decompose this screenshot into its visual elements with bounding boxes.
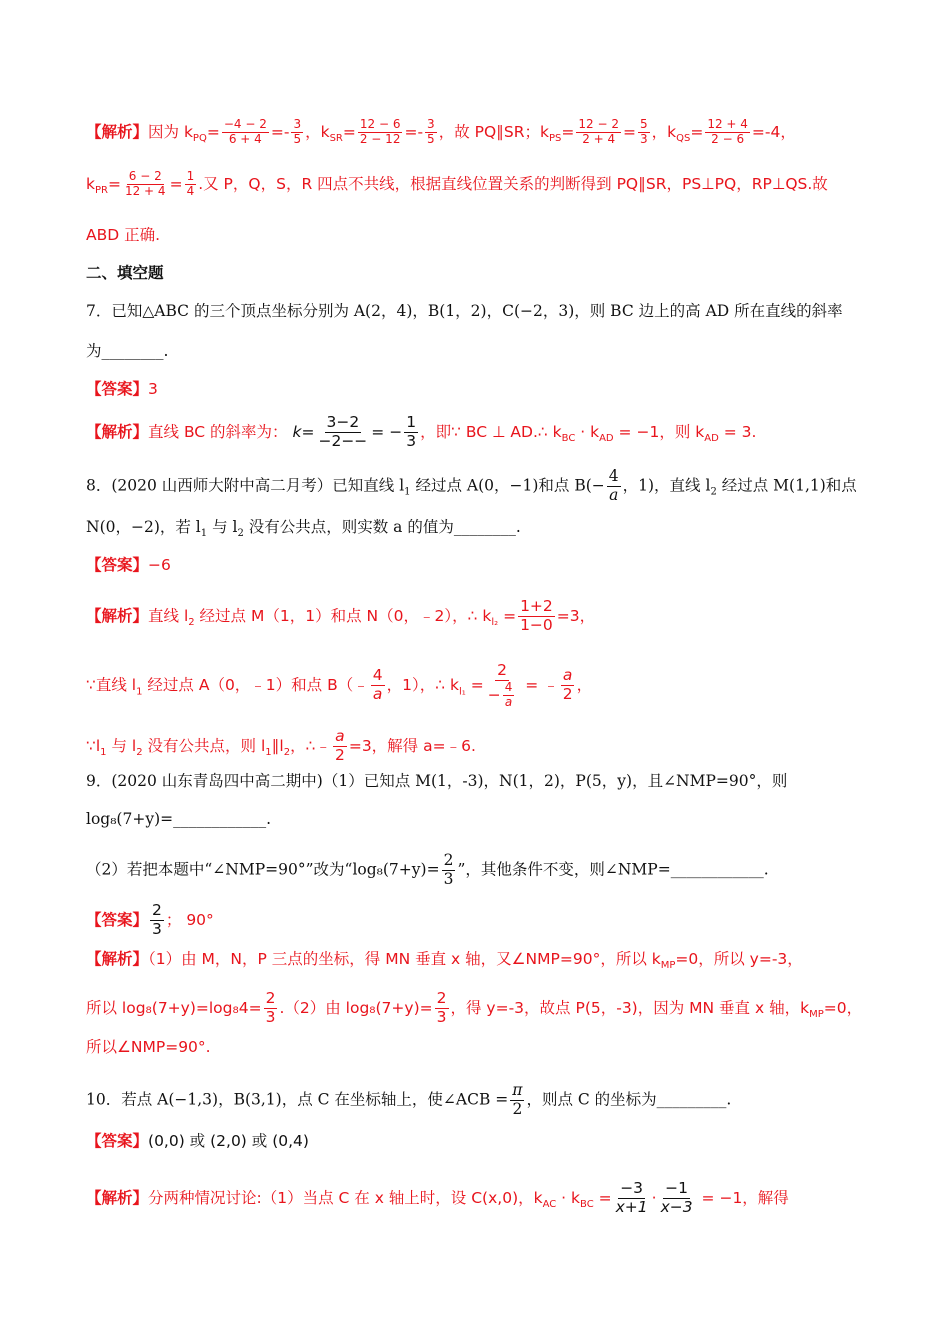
- text: 因为 k: [148, 122, 193, 141]
- subscript: PR: [94, 184, 108, 196]
- q7-text-2: 为________.: [86, 342, 169, 360]
- subscript: 1: [200, 528, 208, 540]
- text: N(0，−2)，若 l: [86, 518, 201, 536]
- text: 所以 log₈(7+y)=log₈4=: [86, 998, 262, 1017]
- denominator: 5: [427, 131, 435, 146]
- fraction: [576, 118, 621, 147]
- numerator: −1: [665, 1179, 689, 1197]
- subscript: MP: [660, 960, 676, 972]
- text: ； 90°: [165, 910, 214, 929]
- q9-analysis-3: 所以∠NMP=90°.: [86, 1038, 211, 1056]
- text: ，则点 C 的坐标为_________.: [526, 1090, 732, 1109]
- q7-text-1: 7．已知△ABC 的三个顶点坐标分别为 A(2，4)，B(1，2)，C(−2，3)，则 BC 边上的高 AD 所在直线的斜率: [86, 302, 843, 320]
- q8-analysis-1: [86, 598, 876, 635]
- text: = 3.: [718, 422, 757, 441]
- subscript: PQ: [192, 132, 207, 144]
- analysis-tag: 【解析】: [86, 950, 149, 968]
- text: （2）若把本题中“∠NMP=90°”改为“log₈(7+y)=: [86, 860, 440, 879]
- denominator: 6 + 4: [228, 131, 262, 146]
- analysis-tag: 【解析】: [86, 422, 149, 441]
- subscript: AD: [599, 432, 614, 444]
- numerator: 2: [443, 851, 454, 869]
- denominator: 3: [639, 131, 648, 146]
- text: ，1)，直线 l: [622, 476, 711, 495]
- denominator: 3: [406, 431, 417, 450]
- denominator: 3: [152, 919, 162, 938]
- analysis-tag: 【解析】: [86, 122, 149, 141]
- text: ，1），∴ k: [386, 676, 459, 695]
- answer-tag: 【答案】: [86, 910, 149, 929]
- q8-answer: [86, 554, 876, 576]
- numerator: a: [562, 666, 573, 685]
- fraction: [425, 118, 437, 147]
- text: =: [593, 1188, 612, 1207]
- text: 没有公共点，则实数 a 的值为________.: [243, 518, 521, 536]
- fraction: [371, 667, 385, 704]
- text: =: [465, 676, 484, 695]
- text: =: [169, 174, 183, 193]
- fraction: [638, 118, 650, 147]
- numerator: 4: [608, 467, 619, 485]
- denominator: 2: [512, 1099, 523, 1118]
- text: k: [86, 174, 95, 193]
- denominator: a: [504, 694, 513, 709]
- numerator: 12 + 4: [707, 117, 748, 131]
- subscript: QS: [676, 132, 691, 144]
- fraction: [358, 118, 403, 147]
- denominator: 3: [436, 1007, 447, 1026]
- subscript: 2: [710, 486, 717, 498]
- fraction: [486, 662, 519, 709]
- subscript: MP: [809, 1008, 824, 1020]
- text: 与 l: [207, 518, 238, 536]
- q8-analysis-2: [86, 662, 876, 709]
- q6-analysis-line-2: $k_{PR}=$ $\frac{6 - 2}{12 + 4}$ = $\frac{1}{4}$ .又 P，Q，S，R 四点不共线，根据直线位置关系的判断得到 PQ∥SR，PS⊥PQ，RP⊥QS.故: [86, 169, 828, 198]
- numerator: 6 − 2: [128, 169, 162, 183]
- analysis-tag: 【解析】: [86, 1188, 149, 1207]
- subscript: l₁: [459, 686, 466, 698]
- denominator: − $\frac{4}{a}$: [487, 679, 513, 709]
- fraction: [185, 170, 197, 199]
- text: =: [622, 122, 636, 141]
- text: ，即∵ BC ⊥ AD.∴ k: [420, 422, 562, 441]
- section-title: 二、填空题: [86, 264, 164, 282]
- denominator: 2 + 4: [582, 131, 616, 146]
- numerator: 12 − 6: [359, 117, 401, 131]
- fraction: [614, 1180, 650, 1217]
- fraction: [705, 118, 750, 147]
- numerator: 2: [152, 901, 162, 919]
- denominator: 3: [265, 1007, 276, 1026]
- q10-analysis-1: 【解析】分两种情况讨论:（1）当点 C 在 x 轴上时，设 C(x,0)，$k_{AC} \cdot k_{BC}$ = $\frac{-3}{x+1}$ · $\frac{-1}{x-3}$ = −1，解得: [86, 1179, 789, 1216]
- denominator: 5: [293, 131, 302, 146]
- fraction: [510, 1082, 524, 1119]
- text: ，k: [305, 122, 330, 141]
- text: 分两种情况讨论:（1）当点 C 在 x 轴上时，设 C(x,0)，k: [148, 1188, 543, 1207]
- text: = −: [371, 422, 403, 441]
- text: =-: [270, 122, 290, 141]
- q9-text-2: log₈(7+y)=____________.: [86, 810, 272, 828]
- fraction: [150, 902, 164, 939]
- text: · k: [556, 1188, 581, 1207]
- text: · k: [575, 422, 600, 441]
- text: =-4，: [751, 122, 796, 141]
- fraction: [561, 667, 575, 704]
- subscript: BC: [580, 1198, 594, 1210]
- text: ，得 y=-3，故点 P(5，-3)，因为 MN 垂直 x 轴，k: [450, 998, 810, 1017]
- fraction: [333, 728, 347, 765]
- numerator: 2: [497, 661, 507, 679]
- answer-tag: 【答案】: [86, 556, 149, 574]
- subscript: AC: [542, 1198, 557, 1210]
- numerator: 4: [504, 679, 513, 694]
- subscript: l₂: [491, 616, 499, 628]
- q8-text-2: [86, 516, 876, 545]
- fraction: [503, 681, 515, 710]
- text: .又 P，Q，S，R 四点不共线，根据直线位置关系的判断得到 PQ∥SR，PS⊥PQ，RP⊥QS.故: [198, 174, 828, 193]
- denominator: 2 − 6: [711, 131, 745, 146]
- text: = −1，解得: [696, 1188, 789, 1207]
- text: =0，: [823, 998, 863, 1017]
- q10-answer: [86, 1130, 876, 1152]
- text: 与 l: [106, 736, 137, 755]
- q8-analysis-3: [86, 728, 876, 765]
- numerator: −4 − 2: [223, 117, 267, 131]
- text: ，k: [651, 122, 677, 141]
- q10-text-1: [86, 1082, 876, 1119]
- formula: [292, 413, 421, 450]
- text: ∥l: [271, 736, 284, 755]
- numerator: 2: [436, 989, 447, 1007]
- fraction: [659, 1180, 695, 1217]
- text: ∵直线 l: [86, 676, 137, 695]
- text: ，故 PQ∥SR；k: [438, 122, 549, 141]
- text: 没有公共点，则 l: [142, 736, 266, 755]
- numerator: 5: [639, 117, 648, 131]
- denominator: a: [609, 485, 619, 504]
- subscript: PS: [549, 132, 562, 144]
- fraction: [404, 414, 418, 451]
- subscript: SR: [329, 132, 343, 144]
- answer-tag: 【答案】: [86, 1132, 149, 1150]
- text: ∵l: [86, 736, 101, 755]
- text: 经过点 M(1,1)和点: [716, 476, 857, 495]
- fraction: [264, 990, 278, 1027]
- text: 8．(2020 山西师大附中高二月考）已知直线 l: [86, 476, 405, 495]
- subscript: 1: [100, 746, 107, 758]
- text: k=: [292, 422, 315, 441]
- q9-analysis-2: [86, 990, 876, 1027]
- denominator: 3: [443, 869, 454, 888]
- text: =0，所以 y=-3，: [675, 950, 803, 968]
- answer-value: 3: [148, 380, 158, 398]
- q9-text-1: 9．(2020 山东青岛四中高二期中)（1）已知点 M(1，-3)，N(1，2)，P(5，y)，且∠NMP=90°，则: [86, 772, 788, 790]
- denominator: 12 + 4: [124, 183, 166, 198]
- fraction: [316, 414, 369, 451]
- q9-answer: [86, 902, 876, 939]
- subscript: 2: [136, 746, 143, 758]
- denominator: x+1: [615, 1197, 648, 1216]
- q7-answer: [86, 378, 876, 400]
- text: .（2）由 log₈(7+y)=: [279, 998, 433, 1017]
- q9-analysis-1: [86, 948, 876, 977]
- text: =: [498, 606, 517, 625]
- q7-analysis: [86, 414, 876, 451]
- fraction: [607, 468, 621, 505]
- answer-tag: 【答案】: [86, 380, 149, 398]
- denominator: 1−0: [520, 615, 553, 634]
- text: ，∴﹣: [290, 736, 331, 755]
- text: 直线 BC 的斜率为：: [148, 422, 288, 441]
- numerator: 3−2: [326, 413, 360, 431]
- denominator: 2: [334, 745, 345, 764]
- denominator: 2: [562, 685, 573, 704]
- answer-value: −6: [148, 556, 171, 574]
- subscript: 1: [136, 686, 143, 698]
- text: =3，: [556, 606, 596, 625]
- numerator: 1: [406, 413, 417, 431]
- text: 经过点 M（1，1）和点 N（0，﹣2），∴ k: [194, 606, 492, 625]
- q6-analysis-line-3: ABD 正确.: [86, 226, 161, 244]
- fraction: [518, 598, 555, 635]
- text: = ﹣: [520, 676, 559, 695]
- text: 经过点 A（0，﹣1）和点 B（﹣: [142, 676, 369, 695]
- numerator: 4: [372, 666, 383, 685]
- fraction: [442, 852, 456, 889]
- text: ，: [576, 676, 593, 695]
- fraction: [123, 170, 168, 199]
- fraction: [291, 118, 303, 147]
- numerator: a: [335, 727, 345, 745]
- q9-text-3: [86, 852, 876, 889]
- numerator: 3: [293, 117, 302, 131]
- numerator: π: [512, 1081, 523, 1099]
- numerator: 1: [186, 169, 195, 183]
- text: 经过点 A(0，−1)和点 B(−: [410, 476, 605, 495]
- text: = −1: [613, 422, 660, 441]
- subscript: 2: [188, 616, 195, 628]
- numerator: 3: [427, 117, 435, 131]
- subscript: 1: [404, 486, 411, 498]
- numerator: 12 − 2: [578, 117, 619, 131]
- text: ”，其他条件不变，则∠NMP=____________.: [457, 860, 769, 879]
- fraction: [435, 990, 449, 1027]
- analysis-tag: 【解析】: [86, 606, 149, 625]
- subscript: BC: [561, 432, 576, 444]
- numerator: 1+2: [520, 597, 553, 615]
- numerator: −3: [620, 1179, 644, 1197]
- q6-analysis-line-1: 【解析】因为 $k_{PQ}=$ $\frac{-4 - 2}{6 + 4}$ =- $\frac{3}{5}$ ，$k_{SR}=$ $\frac{12 - 6}{2 - 12}$ =- $\frac{3}{5}$ ，故 PQ∥SR；$k_{PS}=$ $\frac{12 - 2}{2 + 4}$ = $\frac{5}{3}$ ，$k_{QS}=$ $\frac{12 + 4}{2 - 6}$ =-4，: [86, 117, 796, 146]
- denominator: 2 − 12: [359, 131, 401, 146]
- denominator: a: [372, 685, 383, 704]
- text: =3，解得 a=﹣6.: [348, 736, 476, 755]
- text: （1）由 M，N，P 三点的坐标，得 MN 垂直 x 轴，又∠NMP=90°，所以 k: [148, 950, 661, 968]
- numerator: 2: [265, 989, 276, 1007]
- q8-text-1: [86, 468, 876, 505]
- denominator: x−3: [660, 1197, 693, 1216]
- subscript: AD: [704, 432, 719, 444]
- text: 直线 l: [148, 606, 189, 625]
- answer-value: (0,0) 或 (2,0) 或 (0,4): [148, 1132, 309, 1150]
- denominator: 4: [186, 183, 195, 198]
- text: ，则 k: [659, 422, 705, 441]
- subscript: 2: [237, 528, 244, 540]
- subscript: 1: [265, 746, 272, 758]
- text: 10．若点 A(−1,3)，B(3,1)，点 C 在坐标轴上，使∠ACB =: [86, 1090, 509, 1109]
- denominator: −2−−: [318, 431, 368, 450]
- subscript: 2: [283, 746, 291, 758]
- fraction: [222, 118, 269, 147]
